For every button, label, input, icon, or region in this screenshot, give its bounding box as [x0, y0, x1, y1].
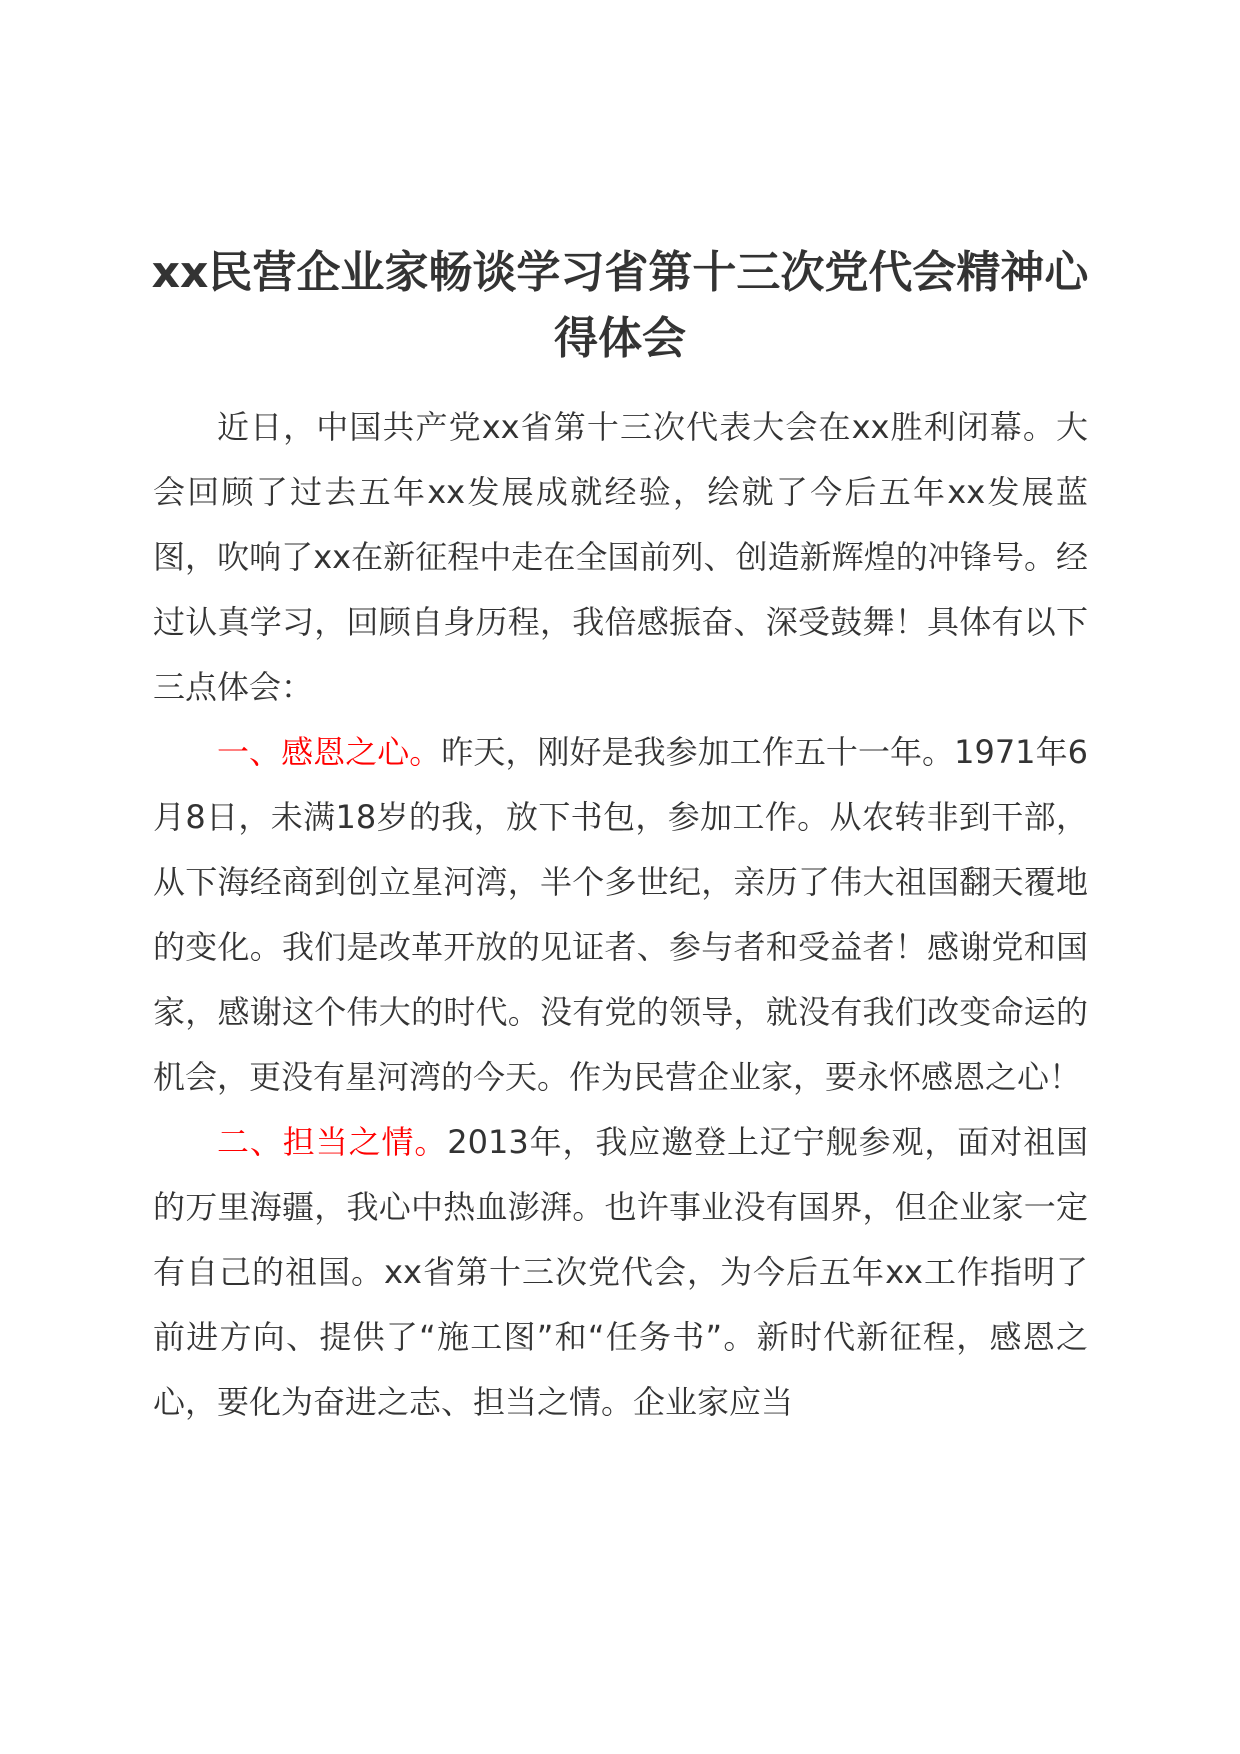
section-paragraph-gratitude — [153, 720, 1088, 1110]
section-heading: 一、感恩之心。 — [217, 733, 442, 771]
paragraph-text: 2013年，我应邀登上辽宁舰参观，面对祖国的万里海疆，我心中热血澎湃。也许事业没有国界，但企业家一定有自己的祖国。xx省第十三次党代会，为今后五年xx工作指明了前进方向、提供了“施工图”和“任务书”。新时代新征程，感恩之心，要化为奋进之志、担当之情。企业家应当 — [153, 1123, 1088, 1421]
document-body — [153, 395, 1088, 1435]
section-paragraph-responsibility — [153, 1110, 1088, 1435]
paragraph-text: 近日，中国共产党xx省第十三次代表大会在xx胜利闭幕。大会回顾了过去五年xx发展成就经验，绘就了今后五年xx发展蓝图，吹响了xx在新征程中走在全国前列、创造新辉煌的冲锋号。经过认真学习，回顾自身历程，我倍感振奋、深受鼓舞！具体有以下三点体会： — [153, 408, 1088, 706]
paragraph-text: 昨天，刚好是我参加工作五十一年。1971年6月8日，未满18岁的我，放下书包，参加工作。从农转非到干部，从下海经商到创立星河湾，半个多世纪，亲历了伟大祖国翻天覆地的变化。我们是改革开放的见证者、参与者和受益者！感谢党和国家，感谢这个伟大的时代。没有党的领导，就没有我们改变命运的机会，更没有星河湾的今天。作为民营企业家，要永怀感恩之心！ — [153, 733, 1088, 1096]
section-heading: 二、担当之情。 — [217, 1123, 448, 1161]
document-title: xx民营企业家畅谈学习省第十三次党代会精神心得体会 — [151, 247, 1089, 364]
intro-paragraph — [153, 395, 1088, 720]
